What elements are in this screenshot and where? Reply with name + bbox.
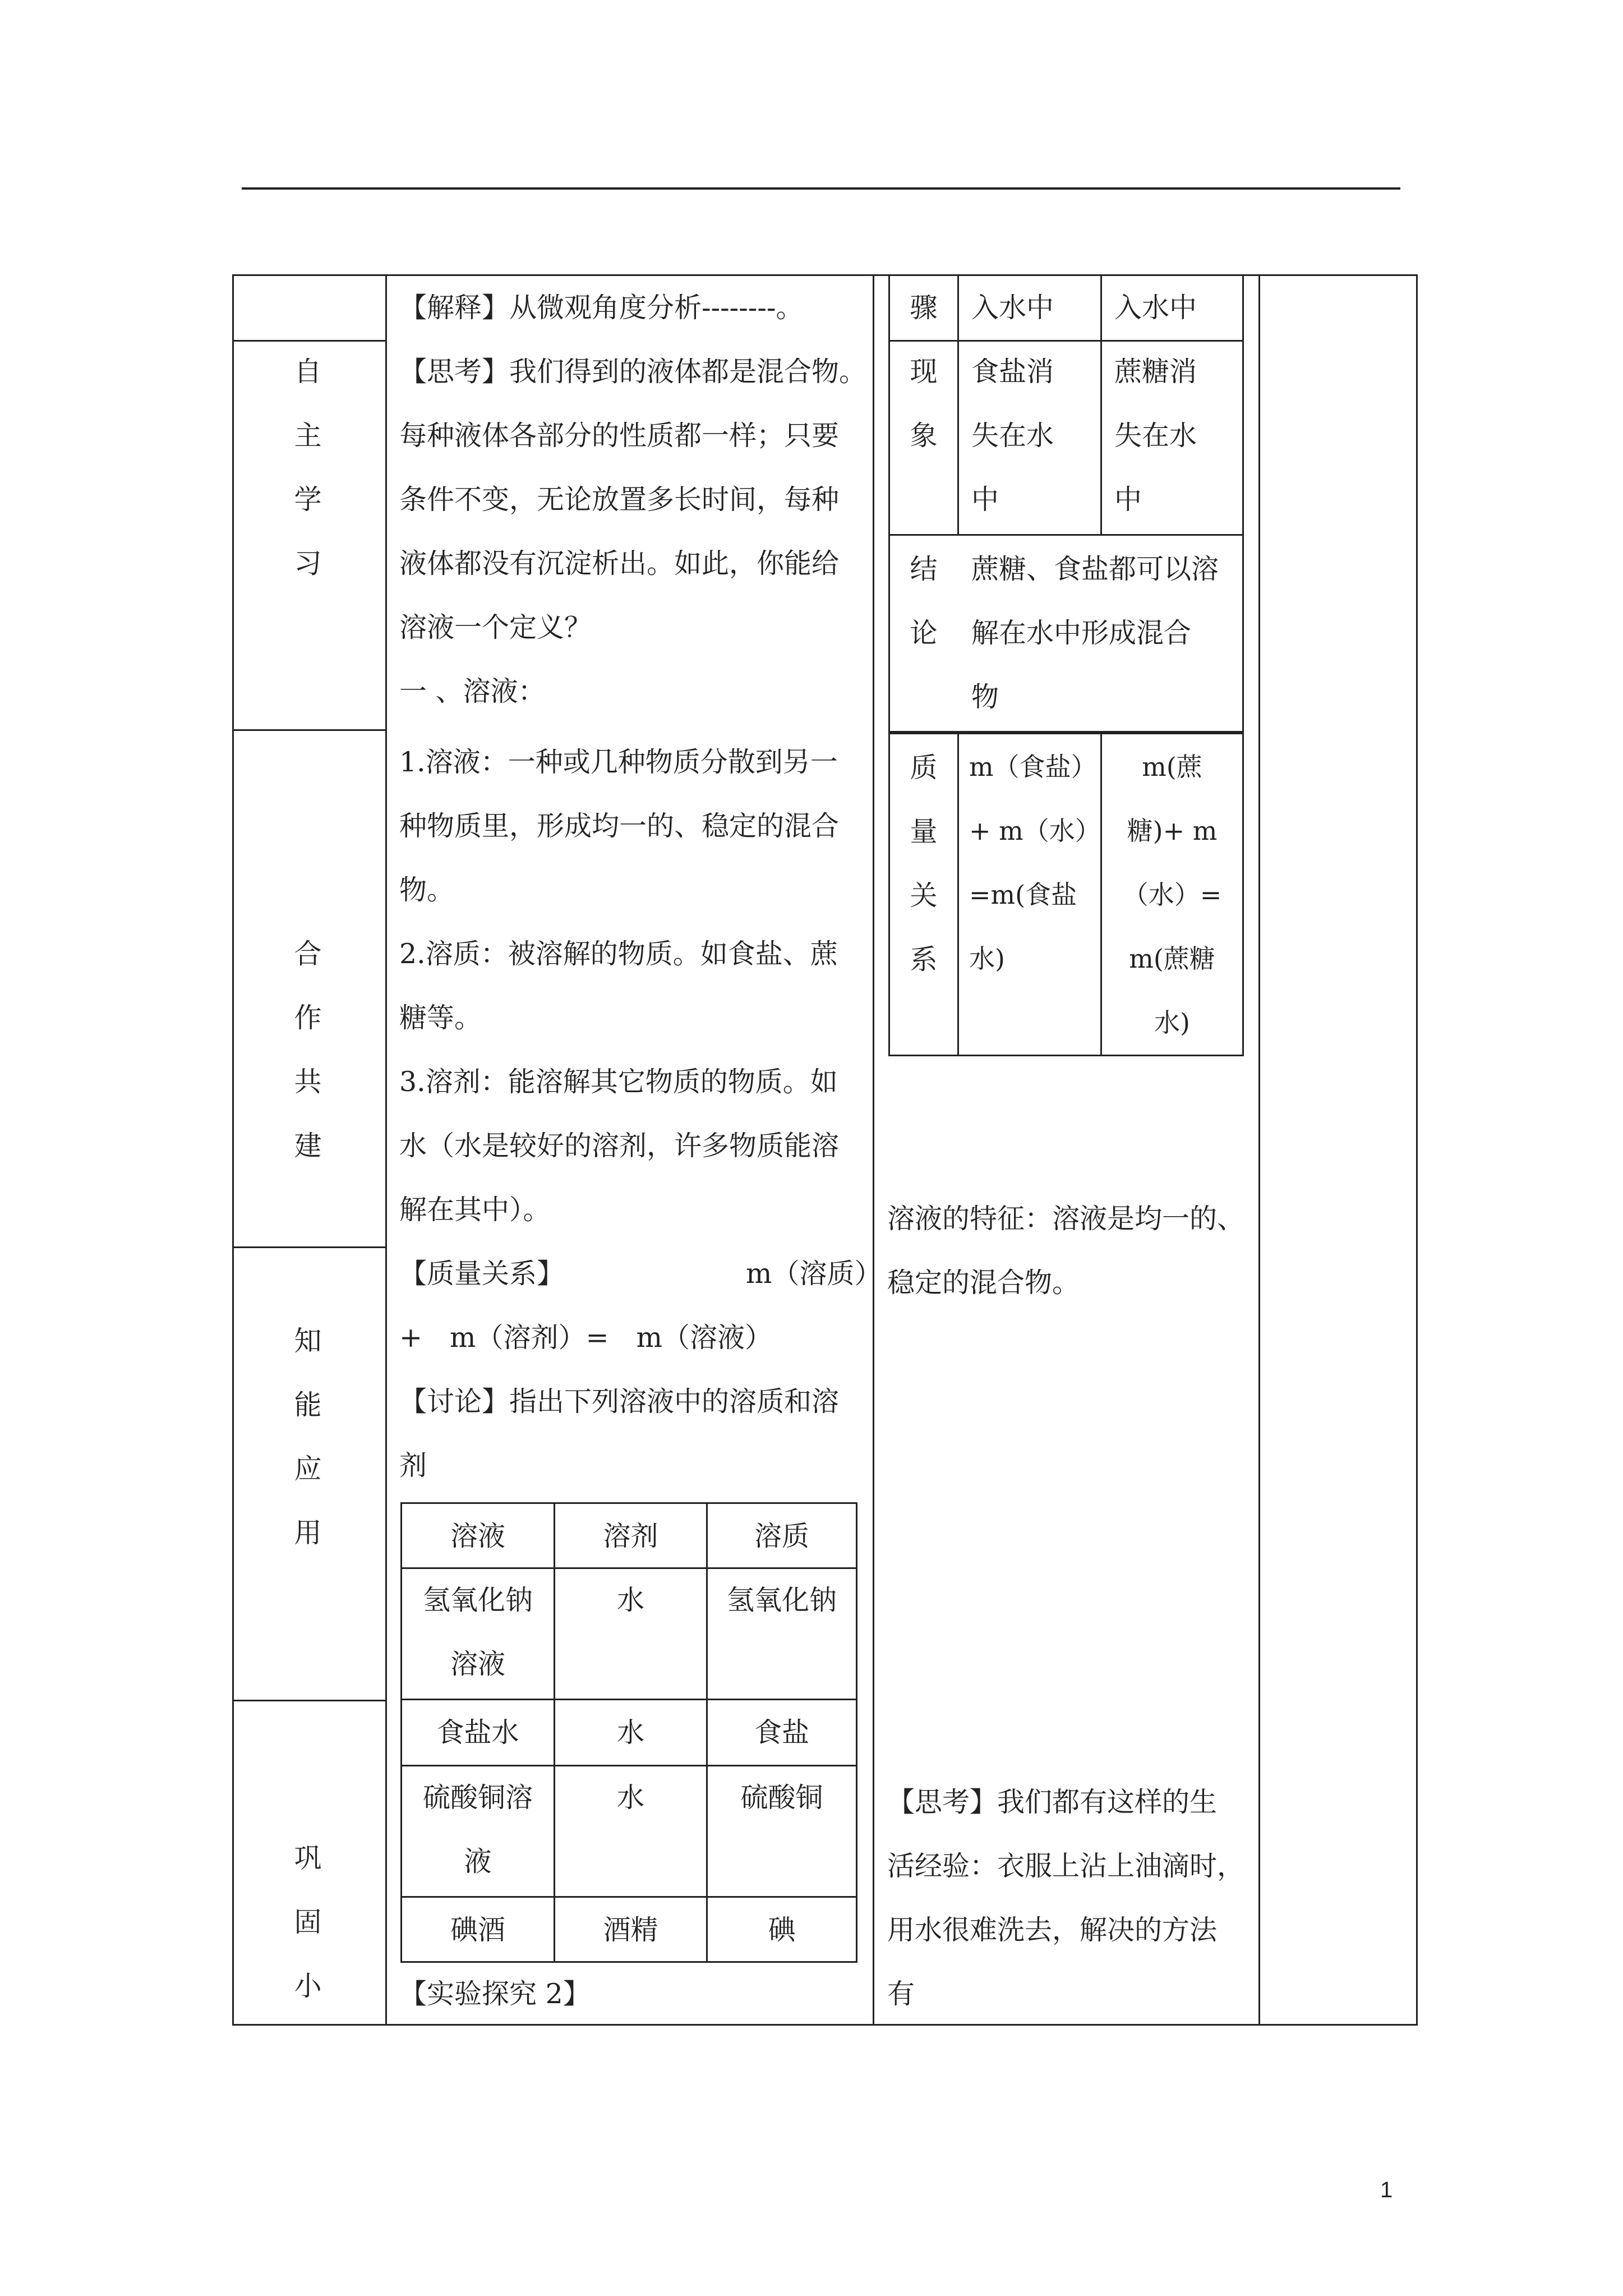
col3-divider [1258, 274, 1260, 2026]
section-char: 知 [294, 1325, 322, 1357]
mass-cell: m（食盐） [969, 752, 1097, 782]
section-char: 自 [294, 356, 322, 388]
section-char: 学 [294, 484, 322, 516]
exp-cell: 物 [971, 681, 999, 713]
exp-cell: 食盐消 [971, 356, 1054, 388]
mass-cell: =m(食盐 [969, 880, 1077, 910]
section-char: 应 [294, 1453, 322, 1485]
mass-label: 质 [910, 752, 938, 784]
jieshi-line: 【解释】从微观角度分析--------。 [399, 292, 804, 324]
section-char: 共 [294, 1066, 322, 1098]
def-line: 3.溶剂：能溶解其它物质的物质。如 [399, 1066, 838, 1098]
def-line: 水（水是较好的溶剂，许多物质能溶 [399, 1130, 840, 1162]
sikao2-line: 有 [887, 1978, 915, 2010]
exp-label: 象 [910, 420, 938, 452]
table-cell: 硫酸铜溶 [422, 1782, 533, 1814]
solution-heading: 一 、溶液： [399, 675, 546, 707]
table-top-border [232, 274, 1418, 276]
exp-rule-v [1242, 274, 1244, 733]
inner-rule [400, 1896, 857, 1898]
page-number: 1 [1380, 2178, 1393, 2202]
exp-label: 现 [910, 356, 938, 388]
feature-line: 稳定的混合物。 [887, 1267, 1080, 1299]
col2-divider [873, 274, 874, 2026]
table-left-border [232, 274, 234, 2026]
inner-rule [400, 1567, 857, 1569]
mass-rule-v [957, 733, 959, 1056]
table-cell: 溶液 [450, 1648, 505, 1680]
mass-cell: + m（水） [969, 816, 1101, 846]
section-char: 合 [294, 938, 322, 970]
section-divider [232, 340, 386, 342]
sikao2-line: 用水很难洗去，解决的方法 [887, 1914, 1218, 1946]
exp-cell: 入水中 [971, 292, 1054, 324]
taolun-line: 剂 [399, 1450, 427, 1481]
exp-label: 论 [910, 617, 938, 649]
mass-relation-b: + m（溶剂）= m（溶液） [399, 1322, 773, 1354]
table-bottom-border [232, 2024, 1418, 2026]
mass-rule [888, 1055, 1244, 1056]
section-char: 建 [294, 1130, 322, 1162]
table-header: 溶剂 [603, 1520, 658, 1552]
table-cell: 氢氧化钠 [422, 1584, 533, 1616]
feature-line: 溶液的特征：溶液是均一的、 [887, 1203, 1245, 1235]
exp-rule [888, 340, 1244, 342]
inner-rule [400, 1765, 857, 1766]
def-line: 1.溶液：一种或几种物质分散到另一 [399, 746, 838, 778]
inner-rule [400, 1502, 857, 1504]
taolun-line: 【讨论】指出下列溶液中的溶质和溶 [399, 1386, 840, 1418]
mass-cell: 糖)+ m [1127, 816, 1218, 846]
exp-rule [888, 534, 1244, 536]
table-cell: 碘 [768, 1914, 796, 1946]
section-char: 主 [294, 420, 322, 452]
shiyan-line: 【实验探究 2】 [399, 1978, 591, 2010]
exp-cell: 中 [971, 484, 999, 516]
mass-label: 关 [910, 880, 938, 912]
sikao-line: 液体都没有沉淀析出。如此，你能给 [399, 547, 840, 579]
inner-rule [400, 1961, 857, 1963]
header-rule [242, 187, 1400, 190]
def-line: 解在其中）。 [399, 1194, 551, 1226]
mass-label: 系 [910, 944, 938, 976]
inner-rule-v [856, 1502, 857, 1963]
section-divider [232, 1246, 386, 1248]
sikao-line: 每种液体各部分的性质都一样；只要 [399, 420, 840, 452]
exp-cell: 蔗糖消 [1114, 356, 1197, 388]
section-char: 小 [294, 1970, 322, 2002]
sikao-line: 溶液一个定义？ [399, 611, 592, 643]
exp-rule-v [1100, 274, 1102, 535]
def-line: 种物质里，形成均一的、稳定的混合 [399, 810, 840, 842]
mass-cell: m(蔗糖 [1129, 944, 1215, 974]
section-char: 能 [294, 1389, 322, 1421]
sikao2-line: 【思考】我们都有这样的生 [887, 1786, 1218, 1818]
table-cell: 碘酒 [450, 1914, 505, 1946]
table-right-border [1416, 274, 1418, 2026]
sikao-line: 【思考】我们得到的液体都是混合物。 [399, 356, 867, 388]
section-char: 作 [294, 1002, 322, 1034]
exp-rule-v [888, 274, 890, 733]
table-header: 溶质 [754, 1520, 809, 1552]
table-cell: 食盐 [754, 1717, 809, 1749]
mass-label: 量 [910, 816, 938, 848]
table-cell: 酒精 [603, 1914, 658, 1946]
mass-cell: 水) [1154, 1007, 1190, 1038]
mass-cell: （水）= [1122, 880, 1222, 910]
exp-rule-v [957, 274, 959, 535]
section-char: 习 [294, 547, 322, 579]
exp-cell: 中 [1114, 484, 1142, 516]
section-char: 用 [294, 1517, 322, 1549]
exp-cell: 失在水 [1114, 420, 1197, 452]
sikao2-line: 活经验：衣服上沾上油滴时， [887, 1850, 1245, 1882]
table-cell: 水 [616, 1717, 644, 1749]
table-cell: 氢氧化钠 [726, 1584, 837, 1616]
inner-rule [400, 1699, 857, 1700]
def-line: 2.溶质：被溶解的物质。如食盐、蔗 [399, 938, 838, 970]
col1-divider [385, 274, 387, 2026]
table-cell: 液 [464, 1846, 492, 1878]
exp-cell: 入水中 [1114, 292, 1197, 324]
mass-rule [888, 733, 1244, 734]
table-cell: 硫酸铜 [740, 1782, 823, 1814]
mass-cell: 水) [969, 944, 1005, 974]
section-divider [232, 1700, 386, 1701]
exp-label: 骤 [910, 292, 938, 324]
exp-label: 结 [910, 553, 938, 585]
def-line: 糖等。 [399, 1002, 482, 1034]
section-char: 巩 [294, 1842, 322, 1874]
table-cell: 水 [616, 1584, 644, 1616]
table-cell: 食盐水 [436, 1717, 519, 1749]
section-divider [232, 729, 386, 731]
mass-relation-label: 【质量关系】 [399, 1258, 565, 1290]
def-line: 物。 [399, 874, 455, 906]
table-header: 溶液 [450, 1520, 505, 1552]
mass-relation-a: m（溶质） [746, 1258, 882, 1290]
exp-cell: 解在水中形成混合 [971, 617, 1192, 649]
exp-cell: 蔗糖、食盐都可以溶 [971, 553, 1219, 585]
exp-cell: 失在水 [971, 420, 1054, 452]
table-cell: 水 [616, 1782, 644, 1814]
mass-cell: m(蔗 [1142, 752, 1202, 782]
mass-rule-v [1242, 733, 1244, 1056]
section-char: 固 [294, 1906, 322, 1938]
sikao-line: 条件不变，无论放置多长时间，每种 [399, 484, 840, 516]
